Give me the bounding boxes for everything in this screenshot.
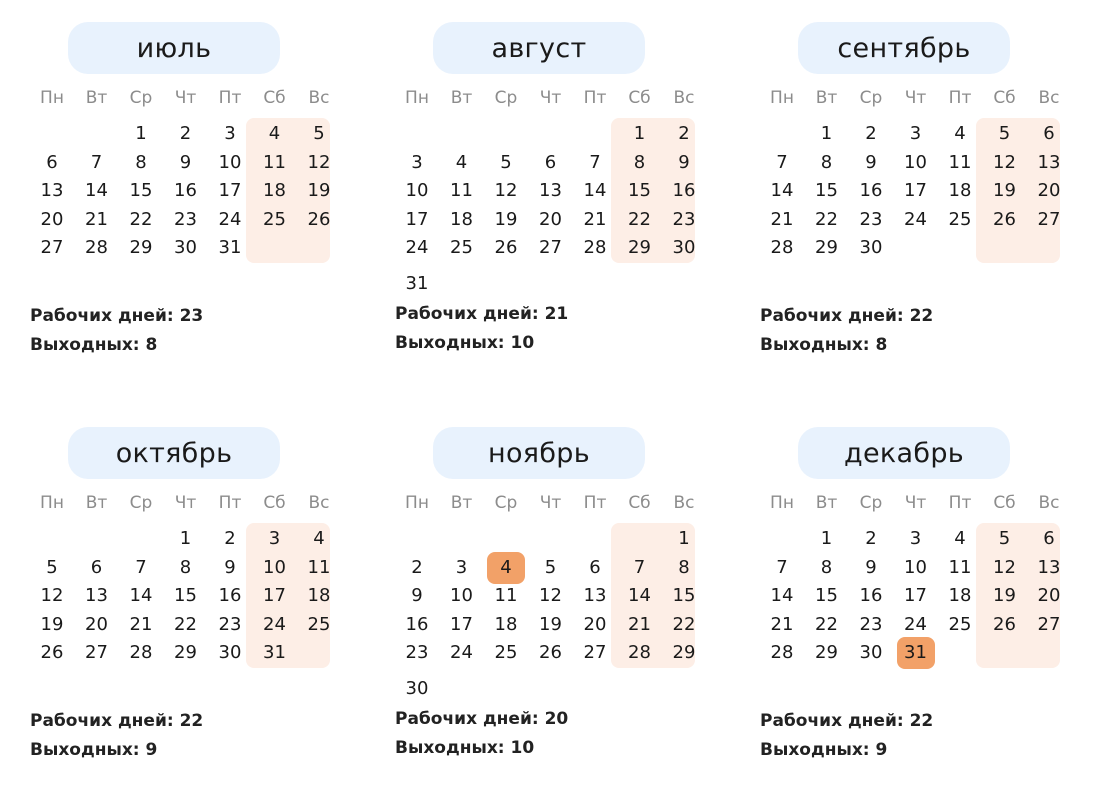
- day-cell: 26: [993, 208, 1016, 230]
- day-cell: 27: [539, 237, 562, 259]
- weekday-header: Сб: [628, 493, 651, 513]
- day-cell: 22: [672, 613, 696, 635]
- weekday-header: Вт: [815, 493, 838, 513]
- day-cell: 25: [307, 613, 331, 635]
- day-cell: 16: [672, 180, 696, 202]
- days-off-count: Выходных: 10: [395, 738, 535, 758]
- day-cell: 12: [494, 180, 518, 202]
- day-cell: 23: [859, 208, 883, 230]
- day-cell: 13: [583, 585, 607, 607]
- day-cell: 21: [129, 613, 153, 635]
- day-cell: 24: [263, 613, 286, 635]
- working-days-count: Рабочих дней: 20: [395, 709, 569, 729]
- day-cell: 30: [174, 237, 197, 259]
- day-cell: 25: [948, 208, 972, 230]
- day-cell: 3: [455, 556, 468, 578]
- day-cell: 1: [633, 123, 646, 144]
- day-cell: 21: [770, 613, 794, 635]
- day-cell: 16: [218, 585, 242, 607]
- day-cell: 2: [678, 123, 690, 144]
- day-cell: 28: [770, 237, 794, 259]
- day-cell: 15: [628, 180, 651, 202]
- month-december: [760, 427, 1070, 797]
- day-cell: 4: [455, 151, 468, 173]
- day-cell: 16: [859, 585, 883, 607]
- day-cell: 30: [218, 642, 242, 664]
- day-cell: 24: [904, 208, 927, 230]
- day-cell: 10: [904, 556, 927, 578]
- day-cell: 22: [628, 208, 651, 230]
- days-off-count: Выходных: 8: [760, 335, 888, 355]
- day-cell: 20: [85, 613, 108, 635]
- day-cell: 1: [678, 528, 690, 549]
- day-cell: 25: [948, 613, 972, 635]
- weekday-header: Ср: [859, 88, 883, 108]
- weekday-header: Пт: [948, 493, 972, 513]
- day-cell: 16: [859, 180, 883, 202]
- day-cell: 31: [218, 237, 242, 259]
- day-cell: 8: [633, 151, 646, 173]
- day-cell: 8: [820, 556, 833, 578]
- day-cell: 21: [583, 208, 607, 230]
- day-cell: 18: [263, 180, 286, 202]
- day-cell: 12: [40, 585, 64, 607]
- day-cell: 20: [40, 208, 64, 230]
- day-cell: 16: [174, 180, 197, 202]
- weekday-header: Вт: [450, 88, 473, 108]
- day-cell: 14: [583, 180, 607, 202]
- day-cell: 7: [135, 556, 147, 578]
- day-cell: 20: [1037, 585, 1061, 607]
- day-cell: 22: [174, 613, 197, 635]
- weekday-header: Вс: [1038, 493, 1060, 513]
- day-cell: 28: [129, 642, 153, 664]
- day-cell: 29: [628, 237, 651, 259]
- day-cell: 23: [174, 208, 197, 230]
- day-cell: 15: [815, 585, 838, 607]
- day-cell: 30: [405, 678, 429, 700]
- weekday-header: Вс: [673, 493, 695, 513]
- weekday-header: Вс: [308, 493, 330, 513]
- day-cell: 30: [859, 642, 883, 664]
- day-cell: 4: [313, 528, 325, 549]
- day-cell: 21: [770, 208, 794, 230]
- day-cell: 5: [46, 556, 58, 578]
- working-days-count: Рабочих дней: 22: [760, 306, 934, 326]
- weekday-header: Сб: [993, 88, 1016, 108]
- day-cell: 16: [405, 613, 429, 635]
- day-cell: 1: [135, 123, 147, 144]
- day-cell: 19: [993, 585, 1016, 607]
- weekday-header: Сб: [263, 493, 286, 513]
- day-cell: 17: [405, 208, 429, 230]
- day-cell: 26: [993, 613, 1016, 635]
- days-off-count: Выходных: 9: [760, 740, 888, 760]
- day-cell: 2: [224, 528, 236, 549]
- weekday-header: Чт: [904, 88, 927, 108]
- day-cell: 17: [263, 585, 286, 607]
- day-cell: 5: [500, 151, 512, 173]
- day-cell: 18: [948, 585, 972, 607]
- day-cell: 9: [224, 556, 236, 578]
- day-cell: 7: [776, 151, 788, 173]
- month-title: ноябрь: [433, 427, 645, 479]
- day-cell: 27: [40, 237, 64, 259]
- weekday-header: Сб: [993, 493, 1016, 513]
- weekday-header: Вт: [85, 88, 108, 108]
- day-cell: 18: [494, 613, 518, 635]
- day-cell: 6: [589, 556, 601, 578]
- day-cell: 31: [405, 273, 429, 295]
- month-august: [395, 22, 705, 392]
- day-cell: 9: [865, 556, 877, 578]
- day-cell: 10: [904, 151, 927, 173]
- weekday-header: Пн: [770, 88, 794, 108]
- day-cell: 3: [909, 123, 922, 144]
- day-cell: 20: [539, 208, 562, 230]
- day-cell: 15: [672, 585, 696, 607]
- weekday-header: Пт: [218, 88, 242, 108]
- day-cell: 10: [218, 151, 242, 173]
- day-cell: 5: [313, 123, 325, 144]
- day-cell: 12: [993, 556, 1016, 578]
- weekday-header: Чт: [904, 493, 927, 513]
- day-cell: 25: [263, 208, 286, 230]
- days-off-count: Выходных: 9: [30, 740, 158, 760]
- day-cell: 4: [954, 528, 966, 549]
- day-cell: 29: [815, 237, 838, 259]
- day-cell: 25: [450, 237, 473, 259]
- day-cell: 30: [672, 237, 696, 259]
- day-cell: 19: [494, 208, 518, 230]
- day-cell: 13: [85, 585, 108, 607]
- day-cell: 7: [90, 151, 103, 173]
- day-cell: 2: [179, 123, 192, 144]
- day-cell: 5: [998, 528, 1011, 549]
- day-cell: 22: [129, 208, 153, 230]
- weekday-header: Пн: [40, 88, 64, 108]
- month-title: октябрь: [68, 427, 280, 479]
- day-cell: 7: [633, 556, 646, 578]
- day-cell: 12: [307, 151, 331, 173]
- days-off-count: Выходных: 10: [395, 333, 535, 353]
- day-cell: 29: [815, 642, 838, 664]
- weekday-header: Ср: [129, 88, 153, 108]
- day-cell: 2: [865, 528, 877, 549]
- day-cell: 13: [1037, 556, 1061, 578]
- day-cell: 10: [263, 556, 286, 578]
- day-cell: 25: [494, 642, 518, 664]
- day-cell: 19: [40, 613, 64, 635]
- day-cell: 18: [450, 208, 473, 230]
- weekday-header: Сб: [263, 88, 286, 108]
- weekday-header: Пт: [218, 493, 242, 513]
- day-cell: 15: [815, 180, 838, 202]
- weekday-header: Пт: [583, 88, 607, 108]
- day-cell: 8: [678, 556, 690, 578]
- day-cell: 3: [224, 123, 236, 144]
- day-cell: 24: [904, 613, 927, 635]
- day-cell: 14: [85, 180, 108, 202]
- day-cell: 23: [405, 642, 429, 664]
- day-cell: 27: [1037, 613, 1061, 635]
- day-cell: 14: [628, 585, 651, 607]
- day-cell: 24: [450, 642, 473, 664]
- working-days-count: Рабочих дней: 22: [30, 711, 204, 731]
- day-cell: 18: [307, 585, 331, 607]
- month-november: [395, 427, 705, 797]
- day-cell: 23: [218, 613, 242, 635]
- weekday-header: Чт: [174, 88, 197, 108]
- day-cell: 14: [129, 585, 153, 607]
- working-days-count: Рабочих дней: 23: [30, 306, 204, 326]
- month-july: [30, 22, 340, 392]
- day-cell: 13: [539, 180, 562, 202]
- day-cell: 26: [539, 642, 562, 664]
- day-cell: 3: [268, 528, 281, 549]
- day-cell: 12: [539, 585, 562, 607]
- weekday-header: Пт: [948, 88, 972, 108]
- day-cell: 6: [1043, 123, 1055, 144]
- day-cell: 23: [859, 613, 883, 635]
- day-cell: 22: [815, 208, 838, 230]
- weekday-header: Пн: [405, 493, 429, 513]
- day-cell: 11: [263, 151, 286, 173]
- weekday-header: Пн: [405, 88, 429, 108]
- day-cell: 17: [904, 180, 927, 202]
- day-cell: 13: [40, 180, 64, 202]
- day-cell: 11: [307, 556, 331, 578]
- day-cell: 11: [450, 180, 473, 202]
- day-cell: 21: [628, 613, 651, 635]
- day-cell: 28: [85, 237, 108, 259]
- day-cell: 4: [954, 123, 966, 144]
- day-cell: 8: [179, 556, 192, 578]
- day-cell: 23: [672, 208, 696, 230]
- day-cell: 18: [948, 180, 972, 202]
- weekday-header: Пн: [40, 493, 64, 513]
- day-cell: 1: [820, 528, 833, 549]
- day-cell: 9: [179, 151, 192, 173]
- day-cell: 17: [904, 585, 927, 607]
- day-cell: 27: [1037, 208, 1061, 230]
- weekday-header: Пт: [583, 493, 607, 513]
- day-cell: 31: [904, 642, 927, 664]
- day-cell: 26: [40, 642, 64, 664]
- day-cell: 12: [993, 151, 1016, 173]
- day-cell: 11: [494, 585, 518, 607]
- day-cell: 11: [948, 151, 972, 173]
- day-cell: 5: [544, 556, 557, 578]
- month-title: сентябрь: [798, 22, 1010, 74]
- day-cell: 19: [539, 613, 562, 635]
- weekday-header: Вс: [1038, 88, 1060, 108]
- day-cell: 6: [90, 556, 103, 578]
- weekday-header: Вт: [815, 88, 838, 108]
- weekday-header: Ср: [494, 88, 518, 108]
- day-cell: 6: [1043, 528, 1055, 549]
- day-cell: 10: [405, 180, 429, 202]
- day-cell: 19: [993, 180, 1016, 202]
- day-cell: 28: [770, 642, 794, 664]
- day-cell: 9: [411, 585, 423, 607]
- day-cell: 24: [405, 237, 429, 259]
- month-october: [30, 427, 340, 797]
- day-cell: 13: [1037, 151, 1061, 173]
- day-cell: 14: [770, 585, 794, 607]
- day-cell: 8: [820, 151, 833, 173]
- day-cell: 6: [46, 151, 58, 173]
- day-cell: 4: [500, 556, 512, 578]
- day-cell: 29: [129, 237, 153, 259]
- day-cell: 8: [135, 151, 147, 173]
- day-cell: 28: [583, 237, 607, 259]
- day-cell: 21: [85, 208, 108, 230]
- day-cell: 9: [865, 151, 877, 173]
- month-title: июль: [68, 22, 280, 74]
- working-days-count: Рабочих дней: 21: [395, 304, 569, 324]
- weekday-header: Вт: [85, 493, 108, 513]
- weekday-header: Чт: [539, 493, 562, 513]
- weekday-header: Чт: [539, 88, 562, 108]
- day-cell: 1: [179, 528, 192, 549]
- working-days-count: Рабочих дней: 22: [760, 711, 934, 731]
- day-cell: 19: [307, 180, 331, 202]
- day-cell: 30: [859, 237, 883, 259]
- day-cell: 31: [263, 642, 286, 664]
- day-cell: 7: [776, 556, 788, 578]
- day-cell: 7: [589, 151, 601, 173]
- day-cell: 20: [1037, 180, 1061, 202]
- day-cell: 11: [948, 556, 972, 578]
- day-cell: 1: [820, 123, 833, 144]
- day-cell: 29: [672, 642, 696, 664]
- day-cell: 15: [174, 585, 197, 607]
- day-cell: 27: [583, 642, 607, 664]
- day-cell: 3: [411, 151, 423, 173]
- day-cell: 6: [544, 151, 557, 173]
- day-cell: 20: [583, 613, 607, 635]
- weekday-header: Сб: [628, 88, 651, 108]
- day-cell: 17: [218, 180, 242, 202]
- day-cell: 9: [678, 151, 690, 173]
- day-cell: 24: [218, 208, 242, 230]
- day-cell: 2: [411, 556, 423, 578]
- day-cell: 3: [909, 528, 922, 549]
- day-cell: 17: [450, 613, 473, 635]
- month-title: декабрь: [798, 427, 1010, 479]
- day-cell: 15: [129, 180, 153, 202]
- weekday-header: Ср: [129, 493, 153, 513]
- day-cell: 14: [770, 180, 794, 202]
- day-cell: 4: [268, 123, 281, 144]
- days-off-count: Выходных: 8: [30, 335, 158, 355]
- weekday-header: Вс: [673, 88, 695, 108]
- weekday-header: Ср: [494, 493, 518, 513]
- weekday-header: Вс: [308, 88, 330, 108]
- weekday-header: Ср: [859, 493, 883, 513]
- weekday-header: Чт: [174, 493, 197, 513]
- day-cell: 2: [865, 123, 877, 144]
- month-title: август: [433, 22, 645, 74]
- day-cell: 10: [450, 585, 473, 607]
- day-cell: 26: [307, 208, 331, 230]
- day-cell: 26: [494, 237, 518, 259]
- day-cell: 5: [998, 123, 1011, 144]
- weekday-header: Пн: [770, 493, 794, 513]
- day-cell: 27: [85, 642, 108, 664]
- day-cell: 22: [815, 613, 838, 635]
- weekday-header: Вт: [450, 493, 473, 513]
- month-september: [760, 22, 1070, 392]
- day-cell: 29: [174, 642, 197, 664]
- day-cell: 28: [628, 642, 651, 664]
